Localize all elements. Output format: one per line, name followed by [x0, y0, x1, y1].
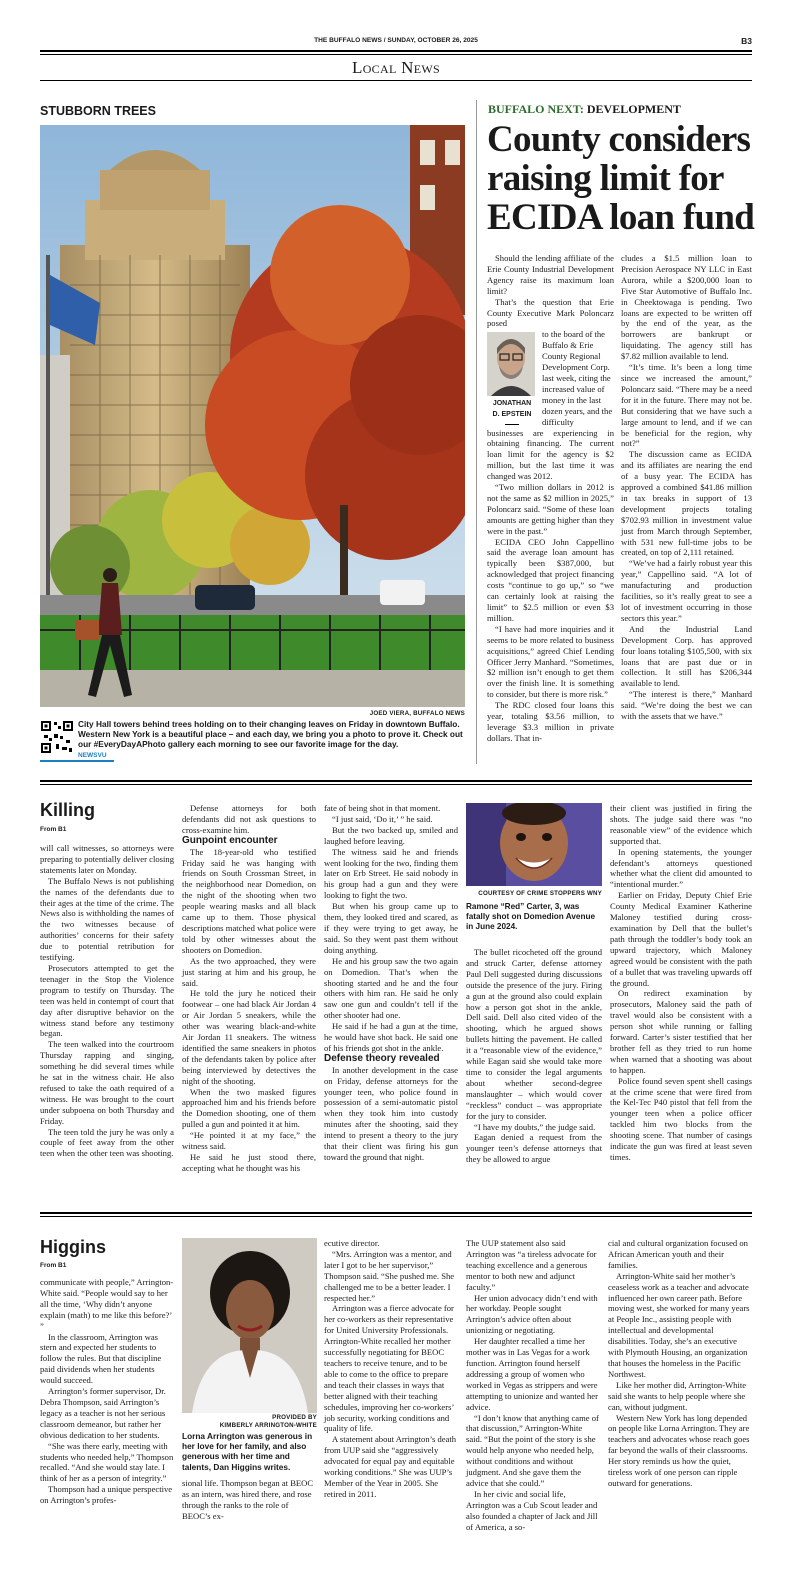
kicker-brand: BUFFALO NEXT: [488, 102, 584, 116]
higgins-title: Higgins [40, 1237, 106, 1257]
higgins-column-2 [182, 1478, 316, 1522]
carter-photo [466, 803, 602, 886]
ecida-column-1 [487, 253, 614, 744]
ecida-headline: County considers raising limit for ECIDA loan fund [487, 119, 755, 238]
ecida-c2-p2: “It’s time. It’s been a long time since we increased the amount,” Poloncarz said. “There may be a need for it in the future. There may not be. But considering that we have such a large amount to lend, and if we can be beneficial for the region, why not?” [621, 362, 752, 449]
byline-box [487, 332, 537, 425]
ecida-kicker [488, 102, 681, 117]
ecida-c2-p3: The discussion came as ECIDA and its affiliates are nearing the end of a busy year. The ECIDA has approved a combined $41.86 million in tax breaks in support of 13 development projects totaling $702.93 million in investment value just from March through September, with 531 new full-time jobs to be created, on top of 2,111 retained. [621, 449, 752, 558]
higgins-column-1 [40, 1277, 174, 1506]
newsvu-underline [40, 760, 114, 762]
page-number: B3 [741, 36, 752, 46]
killing-c2-p1: Defense attorneys for both defendants did not ask questions to cross-examine him. [182, 803, 316, 835]
arrington-photo [182, 1238, 317, 1413]
ecida-c2-p5: And the Industrial Land Development Corp. has approved four loans totaling $105,500, with six loans that are past due or in collection. It still has $206,344 available to lend. [621, 623, 752, 689]
higgins-column-5 [608, 1238, 752, 1489]
gunpoint-subhead: Gunpoint encounter [182, 834, 278, 846]
higgins-c4-p1: The UUP statement also said Arrington was “a tireless advocate for teaching excellence and a generous mentor to both new and adjunct faculty.” [466, 1238, 597, 1292]
killing-column-4 [466, 947, 602, 1165]
killing-c5-p1: their client was justified in firing the shots. The judge said there was “no reasonable view” of the evidence which supported that. [610, 803, 752, 846]
masthead-rule-top-thin [40, 54, 752, 55]
killing-c2-p4: He told the jury he noticed their footwear – one had black Air Jordan 4 or Air Jordan 5 sneakers, while the other was wearing black-and-white Air Jordan 11 sneakers. The witness identified the same sneakers in photos of the defendants taken by police after being interviewed by detectives the night of the shooting. [182, 988, 316, 1086]
higgins-c5-p3: Like her mother did, Arrington-White said she wants to help people where she can, without judgment. [608, 1379, 747, 1412]
byline-name-2: D. EPSTEIN [492, 411, 532, 419]
carter-photo-caption: Ramone “Red” Carter, 3, was fatally shot on Domedion Avenue in June 2024. [466, 902, 596, 932]
author-photo [487, 332, 535, 396]
ecida-p2c: businesses are experiencing in obtaining financing. The current loan limit for the agency is $2 million, but the last time it was changed was 2012. [487, 427, 614, 482]
higgins-c3-p2: “Mrs. Arrington was a mentor, and later I got to be her supervisor,” Thompson said. “She pushed me. She challenged me to be a better leader. I respected her.” [324, 1248, 455, 1303]
killing-c1-p2: The Buffalo News is not publishing the names of the defendants due to their ages at the time of the crime. The News also is withholding the names of the two witnesses because of authorities’ concerns for their safety due to potential retribution for testifying. [40, 875, 174, 963]
byline-rule [505, 424, 519, 425]
killing-c4-p3: Eagan denied a request from the younger teen’s defense attorneys that they be allowed to argue [466, 1132, 602, 1165]
arrington-credit-1: PROVIDED BY [272, 1414, 317, 1421]
higgins-c4-p5: In her civic and social life, Arrington was a Cub Scout leader and also founded a chapter of Jack and Jill of America, a so- [466, 1488, 598, 1532]
section-rule-1-thin [40, 784, 752, 785]
defense-subhead: Defense theory revealed [324, 1052, 440, 1064]
photo-kicker: STUBBORN TREES [40, 104, 156, 118]
higgins-from: From B1 [40, 1262, 67, 1269]
dateline: THE BUFFALO NEWS / SUNDAY, OCTOBER 26, 2025 [314, 37, 478, 44]
killing-c1-p1: will call witnesses, so attorneys were preparing to potentially deliver closing statements later on Monday. [40, 843, 174, 875]
higgins-c1-p4: “She was there early, meeting with students who needed help,” Thompson recalled. “And she would stay late. I think of her as a person of integrity.” [40, 1440, 174, 1484]
photo-credit: JOED VIERA, BUFFALO NEWS [369, 710, 465, 717]
city-hall-photo [40, 125, 465, 707]
ecida-column-2 [621, 253, 752, 722]
killing-c2-p2: The 18-year-old who testified Friday said he was hanging with friends on South Crossman Street, in the neighborhood near Domedion, on the night of the shooting when two people wearing masks and all black came up to them. Those physical descriptions matched what police were told by other witnesses about the shooters on Domedion. [182, 846, 316, 955]
column-divider [476, 100, 477, 764]
higgins-c1-p2: In the classroom, Arrington was stern and expected her students to follow the rules. But that discipline paid dividends when her students would succeed. [40, 1331, 162, 1386]
photo-caption: City Hall towers behind trees holding on to their changing leaves on Friday in downtown Buffalo. Western New York is a beautiful place – and each day, we bring you a photo to prove it. Check out our #EveryDayAPhoto gallery each morning to see our favorite image for the day. [78, 719, 463, 750]
killing-c4-p2: “I have my doubts,” the judge said. [474, 1121, 596, 1132]
higgins-c5-p1: cial and cultural organization focused on African American youth and their families. [608, 1238, 748, 1270]
killing-c2-p6: “He pointed it at my face,” the witness said. [182, 1130, 316, 1152]
ecida-p6: The RDC closed four loans this year, totaling $3.56 million, to leverage $3.3 million in private dollars. That in- [487, 700, 614, 743]
killing-c2-p3: As the two approached, they were just staring at him and his group, he said. [182, 955, 316, 988]
higgins-c4-p4: “I don’t know that anything came of that discussion,” Arrington-White said. “But the point of the story is she would help anyone who needed help, without conditions and without judgment. And she gave them the advice that she could.” [466, 1412, 599, 1488]
carter-photo-credit: COURTESY OF CRIME STOPPERS WNY [478, 890, 602, 897]
killing-c5-p4: On redirect examination by prosecutors, Maloney said the path of travel would also be consistent with a person shot while running or falling forward. Carter’s sister testified that her brother fell as they tried to run home when warned that a shooting was about to happen. [610, 988, 752, 1075]
killing-from: From B1 [40, 826, 67, 833]
killing-c3-p7: He said if he had a gun at the time, he would have shot back. He said one of his friends got shot in the ankle. [324, 1021, 458, 1053]
killing-column-3 [324, 803, 458, 1163]
killing-c3-p2: “I just said, ‘Do it,’ ” he said. [332, 813, 433, 824]
higgins-c1-p5: Thompson had a unique perspective on Arrington’s profes- [40, 1484, 173, 1506]
ecida-p2a: That’s the question that Erie County Executive Mark Poloncarz posed [487, 296, 614, 329]
higgins-c4-p2: Her union advocacy didn’t end with her workday. People sought Arrington’s advice often about unionizing or negotiating. [466, 1292, 598, 1336]
higgins-c1-p3: Arrington’s former supervisor, Dr. Debra Thompson, said Arrington’s legacy as a teacher is not her serious classroom demeanor, but rather her obvious dedication to her students. [40, 1386, 166, 1440]
higgins-column-4 [466, 1238, 600, 1532]
killing-column-2 [182, 803, 316, 1174]
ecida-c2-p4: “We’ve had a fairly robust year this year,” Cappellino said. “A lot of manufacturing and production facilities, so it’s really great to see a lot of investment occurring in those sectors this year.” [621, 558, 752, 623]
killing-c4-p1: The bullet ricocheted off the ground and struck Carter, defense attorney Paul Dell suggested during discussions outside the presence of the jury. Firing a gun at the ground also could explain how a person got shot in the ankle, Dell said. Dell also cited video of the shooting, which he argued shows bullets hitting the pavement. He called it a “reasonable view of the evidence,” while Eagan said she would take more time to consider the legal arguments about whether second-degree manslaughter – which would cover “reckless” conduct – was appropriate for the jury to consider. [466, 947, 602, 1121]
ecida-p5: “I have had more inquiries and it seems to be more related to business acquisitions,” agreed Chief Lending Officer Jerry Manhard. “Sometimes, $2 million isn’t enough to get them over the finish line. It is something to consider, but there is more risk.” [487, 623, 614, 700]
higgins-c3-p4: A statement about Arrington’s death from UUP said she “aggressively advocated for equal pay and equitable working conditions.” She was UUP’s Member of the Year in 2005. She retired in 2011. [324, 1434, 457, 1499]
higgins-c2-p1: sional life. Thompson began at BEOC as an intern, was hired there, and rose through the ranks to the role of BEOC’s ex- [182, 1478, 314, 1521]
killing-c3-p4: The witness said he and friends went looking for the two, finding them later on Erb Street. He said nobody in his group had a gun and they were looking to fight the two. [324, 846, 458, 901]
killing-c3-p6: He and his group saw the two again on Domedion. That’s when the shooting started and he and the four others with him ran. He said he only saw one gun and couldn’t tell if the other shooter had one. [324, 955, 458, 1021]
killing-c3-p1: fate of being shot in that moment. [324, 803, 441, 813]
killing-column-1 [40, 843, 174, 1159]
killing-c5-p5: Police found seven spent shell casings at the crime scene that were fired from the Kel-Tec P40 pistol that fell from the younger teen when a police officer tackled him two blocks from the shooting scene. That number of casings indicate the gun was fired at least seven times. [610, 1075, 752, 1162]
killing-c1-p5: The teen told the jury he was only a couple of feet away from the other teen when the other teen was shooting. [40, 1126, 174, 1159]
killing-c2-p5: When the two masked figures approached him and his friends before the Domedion shooting, one of them pulled a gun and pointed it at him. [182, 1086, 316, 1130]
ecida-p4: ECIDA CEO John Cappellino said the average loan amount has typically been $387,000, but acknowledged that project financing costs “continue to go up,” so “we can certainly look at raising the limit” to $2.5 million or even $3 million. [487, 536, 614, 623]
arrington-caption: Lorna Arrington was generous in her love for her family, and also generous with her time and talents, Dan Higgins writes. [182, 1431, 313, 1472]
section-rule-2 [40, 1212, 752, 1214]
killing-c3-p8: In another development in the case on Friday, defense attorneys for the younger teen, who police found in possession of a semi-automatic pistol when they took him into custody minutes after the shooting, said they intend to present a theory to the jury that their client was firing his gun toward the ground that night. [324, 1064, 458, 1162]
ecida-c2-p1: cludes a $1.5 million loan to Precision Aerospace NY LLC in East Aurora, while a $200,000 loan to Five Star Automotive of Buffalo Inc. in Cheektowaga is pending. Two loans are expected to be written off by the end of the year, as the borrowers are bankrupt or liquidating. The agency still has $7.82 million available to lend. [621, 253, 752, 362]
qr-code[interactable] [40, 720, 74, 754]
ecida-lead: Should the lending affiliate of the Erie County Industrial Development Agency raise its maximum loan limit? [487, 253, 614, 296]
killing-c5-p2: In opening statements, the younger defendant’s attorneys questioned whether what the client did amounted to “intentional murder.” [610, 846, 752, 890]
ecida-p2b: to the board of the Buffalo & Erie County Regional Development Corp. last week, citing the increased value of money in the last dozen years, and the difficulty [542, 329, 613, 427]
section-rule-2-thin [40, 1216, 752, 1217]
newsvu-label: NEWSVU [78, 752, 107, 759]
byline-name-1: JONATHAN [492, 400, 532, 408]
higgins-column-3 [324, 1238, 458, 1500]
higgins-c3-p1: ecutive director. [324, 1238, 380, 1248]
section-title: Local News [352, 58, 440, 77]
higgins-c1-p1: communicate with people,” Arrington-White said. “People would say to her all the time, ‘Why didn’t anyone explain (math) to me like this before?’ ” [40, 1277, 174, 1331]
killing-c1-p3: Prosecutors attempted to get the teenager in the Stop the Violence program to testify on Thursday. The teen was held in contempt of court that day after disruptive behavior on the witness stand before any testimony began. [40, 962, 174, 1039]
killing-c1-p4: The teen walked into the courtroom Thursday rapping and singing, something he did several times while he sat in the witness chair. He also refused to take the oath required of a witness. He was brought to the court under subpoena on both Thursday and Friday. [40, 1039, 174, 1126]
killing-column-5 [610, 803, 752, 1163]
killing-c2-p7: He said he just stood there, accepting what he thought was his [182, 1152, 316, 1173]
higgins-c4-p3: Her daughter recalled a time her mother was in Las Vegas for a work function. Arrington found herself addressing a group of women who worked in Vegas as strippers and were attempting to unionize and wanted her advice. [466, 1336, 598, 1412]
killing-c3-p3: But the two backed up, smiled and laughed before leaving. [324, 824, 458, 846]
killing-c3-p5: But when his group came up to them, they looked tired and scared, as if they were trying to get away, he said. So they went past them without doing anything. [324, 901, 458, 955]
killing-title: Killing [40, 800, 95, 820]
section-rule-1 [40, 780, 752, 782]
higgins-c5-p4: Western New York has long depended on people like Lorna Arrington. They are teachers and advocates whose reach goes far beyond the walls of their classrooms. Her story reminds us how the quiet, tireless work of one person can ripple outward for generations. [608, 1412, 750, 1488]
masthead-rule-bottom [40, 80, 752, 81]
kicker-topic: DEVELOPMENT [586, 102, 681, 116]
ecida-c2-p6: “The interest is there,” Manhard said. “We’re doing the best we can with the assets that we have.” [621, 689, 752, 722]
killing-c5-p3: Earlier on Friday, Deputy Chief Erie County Medical Examiner Katherine Maloney testified during cross-examination by Dell that the bullet’s path through the toddler’s body took an upward trajectory, which Maloney agreed would be consistent with the path of a bullet that was traveling upwards off the ground. [610, 890, 752, 988]
ecida-p3: “Two million dollars in 2012 is not the same as $2 million in 2025,” Poloncarz said. “Some of these loan amounts are getting higher than they were in the past.” [487, 482, 614, 536]
arrington-credit-2: KIMBERLY ARRINGTON-WHITE [219, 1422, 317, 1429]
higgins-c3-p3: Arrington was a fierce advocate for her co-workers as their representative for United University Professionals. Arrington-White recalled her mother successfully negotiating for BEOC teachers to receive tenure, and to be able to come to the office to prepare and teach their classes in ways that better aligned with their teaching schedules, improving her co-workers’ job security, working conditions and quality of life. [324, 1303, 454, 1434]
masthead-rule-top [40, 50, 752, 52]
higgins-c5-p2: Arrington-White said her mother’s ceaseless work as a teacher and advocate influenced her own career path. Before moving west, she worked for many years at People Inc., assisting people with intellectual and developmental disabilities. Today, she’s an executive with Plymouth Housing, an organization that houses the homeless in the Pacific Northwest. [608, 1270, 750, 1379]
